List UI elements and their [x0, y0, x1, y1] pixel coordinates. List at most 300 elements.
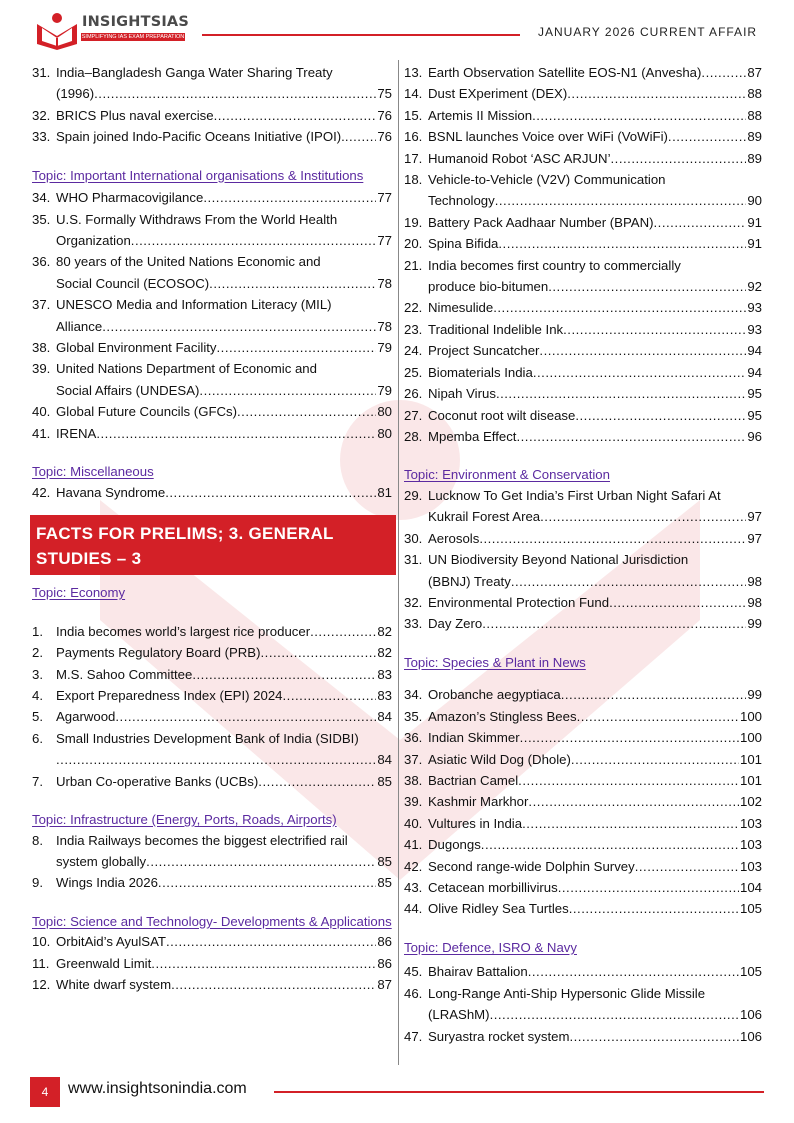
toc-entry-number: 13. — [404, 65, 423, 80]
toc-entry-title: Spain joined Indo-Pacific Oceans Initiative (IPOI). — [56, 129, 345, 145]
toc-entry-title: BRICS Plus naval exercise — [56, 107, 214, 123]
toc-entry-page: 76 — [377, 129, 392, 145]
toc-entry[interactable] — [404, 684, 762, 705]
topic-heading[interactable]: Topic: Important International organisations & Institutions — [32, 167, 364, 183]
toc-entry[interactable] — [404, 549, 762, 592]
toc-entry-number: 5. — [32, 709, 43, 725]
toc-entry-title: Humanoid Robot ‘ASC ARJUN’ — [428, 150, 611, 166]
toc-entry-title: Dust EXperiment (DEX) — [428, 86, 568, 102]
toc-entry-page: 77 — [377, 233, 392, 249]
toc-entry-number: 7. — [32, 773, 43, 789]
toc-entry[interactable] — [404, 727, 762, 748]
toc-entry-page: 103 — [739, 815, 762, 831]
toc-entry-title: Global Future Councils (GFCs) — [56, 404, 238, 420]
toc-entry[interactable] — [404, 856, 762, 877]
toc-entry[interactable] — [32, 830, 392, 873]
toc-entry-page: 99 — [747, 616, 762, 632]
toc-entry-number: 20. — [404, 236, 423, 252]
dot-leader — [668, 126, 746, 147]
toc-entry-title: Indian Skimmer — [428, 730, 520, 746]
toc-entry-title: produce bio-bitumen — [428, 279, 549, 295]
logo-tagline: SIMPLIFYING IAS EXAM PREPARATION — [81, 34, 185, 40]
toc-entry-title: India becomes world’s largest rice producer — [56, 623, 311, 639]
toc-entry-number: 21. — [404, 257, 423, 273]
toc-entry-title: Agarwood — [56, 709, 116, 725]
dot-leader — [261, 642, 377, 663]
toc-entry-number: 23. — [404, 321, 423, 337]
dot-leader — [203, 187, 376, 208]
dot-leader — [165, 482, 376, 503]
toc-entry-number: 14. — [404, 86, 423, 102]
toc-entry[interactable] — [32, 642, 392, 663]
toc-entry[interactable] — [32, 931, 392, 952]
toc-entry-page: 87 — [747, 65, 762, 80]
toc-entry-title: Dugongs — [428, 837, 481, 853]
toc-entry[interactable] — [404, 105, 762, 126]
toc-entry-page: 84 — [377, 752, 392, 768]
toc-entry-title: Spina Bifida — [428, 236, 499, 252]
toc-entry-number: 26. — [404, 386, 423, 402]
toc-entry-page: 105 — [739, 964, 762, 980]
toc-entry-title: UN Biodiversity Beyond National Jurisdiction — [428, 552, 689, 568]
toc-entry[interactable] — [404, 528, 762, 549]
dot-leader — [482, 613, 746, 634]
toc-entry-page: 92 — [747, 279, 762, 295]
toc-entry[interactable] — [404, 297, 762, 318]
toc-entry-number: 38. — [32, 340, 51, 356]
toc-entry[interactable] — [404, 983, 762, 1026]
toc-entry-number: 45. — [404, 964, 423, 980]
column-divider — [398, 60, 399, 1065]
toc-entry-title: Social Council (ECOSOC) — [56, 275, 210, 291]
toc-entry-number: 44. — [404, 901, 423, 917]
dot-leader — [96, 423, 376, 444]
toc-entry-page: 87 — [377, 977, 392, 993]
toc-entry-page: 78 — [377, 318, 392, 334]
logo-text: INSIGHTSIAS — [82, 14, 189, 30]
toc-entry-page: 100 — [739, 708, 762, 724]
toc-entry[interactable] — [32, 423, 392, 444]
toc-entry-page: 94 — [747, 364, 762, 380]
toc-entry-title: Environmental Protection Fund — [428, 594, 610, 610]
toc-entry-title: U.S. Formally Withdraws From the World Health — [56, 211, 338, 227]
dot-leader — [533, 362, 747, 383]
toc-entry-number: 40. — [404, 815, 423, 831]
toc-entry-page: 86 — [377, 955, 392, 971]
toc-entry-title: Day Zero — [428, 616, 483, 632]
dot-leader — [539, 340, 746, 361]
toc-entry-title: BSNL launches Voice over WiFi (VoWiFi) — [428, 129, 668, 145]
dot-leader — [496, 383, 746, 404]
toc-entry-number: 11. — [32, 955, 50, 971]
toc-entry-page: 77 — [377, 190, 392, 206]
toc-entry-page: 103 — [739, 837, 762, 853]
dot-leader — [540, 506, 746, 527]
toc-entry-title: Bhairav Battalion — [428, 964, 528, 980]
toc-entry-title: Vehicle-to-Vehicle (V2V) Communication — [428, 172, 666, 188]
dot-leader — [567, 83, 746, 104]
dot-leader — [528, 791, 739, 812]
toc-entry-page: 79 — [377, 382, 392, 398]
dot-leader — [479, 528, 746, 549]
toc-entry[interactable] — [404, 148, 762, 169]
toc-entry-title: Lucknow To Get India’s First Urban Night Safari At — [428, 487, 721, 503]
toc-entry-title: Technology — [428, 193, 495, 209]
toc-entry-title: India becomes first country to commercially — [428, 257, 681, 273]
toc-entry-number: 25. — [404, 364, 423, 380]
toc-entry-title: Battery Pack Aadhaar Number (BPAN) — [428, 214, 654, 230]
footer-url-link[interactable]: www.insightsonindia.com — [68, 1080, 247, 1097]
toc-entry[interactable] — [32, 872, 392, 893]
toc-entry-page: 88 — [747, 86, 762, 102]
toc-entry[interactable] — [32, 974, 392, 995]
toc-entry[interactable] — [404, 613, 762, 634]
dot-leader — [577, 706, 739, 727]
toc-entry-title: Global Environment Facility — [56, 340, 217, 356]
toc-entry-page: 95 — [747, 407, 762, 423]
toc-entry-page: 98 — [747, 573, 762, 589]
toc-entry-title: Urban Co-operative Banks (UCBs) — [56, 773, 259, 789]
toc-entry[interactable] — [404, 212, 762, 233]
toc-entry-page: 88 — [747, 107, 762, 123]
toc-entry-page: 93 — [747, 300, 762, 316]
toc-entry-page: 101 — [739, 751, 762, 767]
dot-leader — [520, 727, 739, 748]
toc-entry-title: Cetacean morbillivirus — [428, 880, 558, 895]
dot-leader — [571, 749, 739, 770]
toc-entry-title: Project Suncatcher — [428, 343, 540, 359]
toc-entry-number: 47. — [404, 1028, 423, 1044]
dot-leader — [609, 592, 746, 613]
toc-entry-title: Export Preparedness Index (EPI) 2024 — [56, 687, 283, 703]
toc-entry-title: Second range-wide Dolphin Survey — [428, 858, 635, 874]
dot-leader — [146, 851, 376, 872]
dot-leader — [171, 974, 376, 995]
dot-leader — [528, 961, 739, 982]
toc-entry-page: 75 — [377, 86, 392, 102]
toc-entry[interactable] — [32, 664, 392, 685]
header-rule — [202, 34, 520, 36]
toc-entry-number: 33. — [32, 129, 51, 145]
toc-entry-page: 97 — [747, 530, 762, 546]
dot-leader — [56, 749, 376, 770]
toc-entry-page: 89 — [747, 129, 762, 145]
toc-entry-number: 36. — [32, 254, 51, 270]
toc-entry-page: 76 — [377, 107, 392, 123]
toc-entry-page: 78 — [377, 275, 392, 291]
toc-entry-title: WHO Pharmacovigilance — [56, 190, 204, 206]
toc-entry-title: Wings India 2026 — [56, 875, 158, 891]
toc-entry[interactable] — [404, 126, 762, 147]
dot-leader — [283, 685, 377, 706]
toc-entry-number: 42. — [404, 858, 423, 874]
toc-right-column — [404, 62, 762, 1047]
dot-leader — [115, 706, 376, 727]
toc-entry-page: 80 — [377, 404, 392, 420]
toc-entry-page: 85 — [377, 773, 392, 789]
toc-entry-title: Mpemba Effect — [428, 428, 517, 444]
toc-entry-page: 85 — [377, 853, 392, 869]
page-header — [0, 0, 794, 52]
dot-leader — [310, 621, 376, 642]
toc-entry[interactable] — [404, 83, 762, 104]
toc-entry-number: 43. — [404, 880, 423, 895]
toc-entry-title: OrbitAid’s AyulSAT — [56, 934, 166, 950]
toc-entry-page: 80 — [377, 425, 392, 441]
toc-entry-title: Earth Observation Satellite EOS-N1 (Anvesha) — [428, 65, 702, 80]
toc-entry-number: 38. — [404, 772, 423, 788]
toc-entry-title: M.S. Sahoo Committee — [56, 666, 193, 682]
toc-entry-page: 103 — [739, 858, 762, 874]
toc-entry-number: 41. — [404, 837, 423, 853]
dot-leader — [498, 233, 746, 254]
toc-entry[interactable] — [404, 405, 762, 426]
toc-entry-number: 30. — [404, 530, 423, 546]
toc-entry[interactable] — [404, 255, 762, 298]
toc-entry-page: 94 — [747, 343, 762, 359]
toc-entry-number: 15. — [404, 107, 423, 123]
toc-entry-page: 96 — [747, 428, 762, 444]
topic-heading[interactable]: Topic: Miscellaneous — [32, 464, 154, 480]
dot-leader — [192, 664, 376, 685]
toc-entry-page: 81 — [377, 484, 392, 500]
toc-entry-page: 82 — [377, 623, 392, 639]
toc-entry-title: Kukrail Forest Area — [428, 509, 541, 525]
toc-entry[interactable] — [404, 233, 762, 254]
toc-entry[interactable] — [404, 749, 762, 770]
dot-leader — [102, 316, 376, 337]
toc-entry-number: 35. — [32, 211, 51, 227]
dot-leader — [490, 1004, 739, 1025]
toc-entry-number: 33. — [404, 616, 423, 632]
toc-entry-title: Coconut root wilt disease — [428, 407, 576, 423]
toc-entry-title: Orobanche aegyptiaca — [428, 687, 561, 703]
toc-entry-number: 4. — [32, 687, 43, 703]
dot-leader — [237, 401, 376, 422]
topic-heading[interactable]: Topic: Defence, ISRO & Navy — [404, 939, 577, 955]
toc-entry-title: Aerosols — [428, 530, 480, 546]
toc-entry-number: 24. — [404, 343, 423, 359]
toc-entry-page: 99 — [747, 687, 762, 703]
toc-entry[interactable] — [404, 426, 762, 447]
toc-entry-number: 31. — [32, 65, 51, 80]
toc-entry[interactable] — [32, 187, 392, 208]
toc-entry[interactable] — [32, 771, 392, 792]
toc-entry-number: 39. — [32, 361, 51, 377]
dot-leader — [569, 898, 739, 919]
toc-entry-title: India Railways becomes the biggest electrified rail — [56, 832, 348, 848]
dot-leader — [558, 877, 739, 898]
toc-entry[interactable] — [32, 685, 392, 706]
section-banner: FACTS FOR PRELIMS; 3. GENERAL STUDIES – 3 — [30, 515, 396, 575]
toc-entry-number: 27. — [404, 407, 423, 423]
toc-entry-page: 106 — [739, 1028, 762, 1044]
toc-entry[interactable] — [404, 791, 762, 812]
page-number: 4 — [30, 1077, 60, 1107]
toc-entry-page: 82 — [377, 645, 392, 661]
toc-entry[interactable] — [404, 592, 762, 613]
toc-entry-title: Biomaterials India — [428, 364, 533, 380]
dot-leader — [94, 83, 376, 104]
toc-entry-number: 22. — [404, 300, 423, 316]
dot-leader — [516, 426, 746, 447]
toc-entry-number: 9. — [32, 875, 43, 891]
toc-entry-page: 83 — [377, 666, 392, 682]
toc-entry-title: Small Industries Development Bank of India (SIDBI) — [56, 730, 359, 746]
dot-leader — [217, 337, 377, 358]
toc-entry-title: Havana Syndrome — [56, 484, 166, 500]
toc-entry-page: 90 — [747, 193, 762, 209]
toc-entry[interactable] — [404, 961, 762, 982]
toc-entry-page: 84 — [377, 709, 392, 725]
toc-entry-number: 32. — [404, 594, 423, 610]
topic-heading[interactable]: Topic: Infrastructure (Energy, Ports, Roads, Airports) — [32, 811, 337, 827]
toc-entry[interactable] — [32, 294, 392, 337]
dot-leader — [518, 770, 739, 791]
toc-entry-title: Traditional Indelible Ink — [428, 321, 564, 337]
topic-heading[interactable]: Topic: Economy — [32, 585, 126, 601]
toc-entry[interactable] — [32, 337, 392, 358]
topic-heading[interactable]: Topic: Species & Plant in News — [404, 654, 586, 670]
toc-entry-page: 100 — [739, 730, 762, 746]
toc-entry[interactable] — [32, 401, 392, 422]
toc-entry[interactable] — [404, 340, 762, 361]
topic-heading[interactable]: Topic: Environment & Conservation — [404, 467, 610, 483]
toc-entry-number: 16. — [404, 129, 423, 145]
toc-entry[interactable] — [404, 362, 762, 383]
dot-leader — [532, 105, 746, 126]
toc-entry[interactable] — [32, 126, 392, 147]
toc-entry-number: 28. — [404, 428, 423, 444]
toc-entry-number: 10. — [32, 934, 51, 950]
dot-leader — [548, 276, 746, 297]
toc-entry[interactable] — [404, 706, 762, 727]
toc-entry-page: 95 — [747, 386, 762, 402]
toc-entry[interactable] — [404, 383, 762, 404]
dot-leader — [654, 212, 747, 233]
toc-entry-number: 29. — [404, 487, 423, 503]
toc-entry-number: 17. — [404, 150, 423, 166]
toc-entry-title: Nipah Virus — [428, 386, 496, 402]
toc-entry[interactable] — [32, 62, 392, 105]
dot-leader — [495, 190, 747, 211]
toc-entry-number: 37. — [32, 297, 51, 313]
toc-entry[interactable] — [404, 62, 762, 83]
toc-entry-number: 41. — [32, 425, 51, 441]
toc-entry-number: 40. — [32, 404, 51, 420]
toc-entry[interactable] — [404, 834, 762, 855]
toc-entry-page: 101 — [739, 772, 762, 788]
toc-entry-number: 42. — [32, 484, 51, 500]
toc-entry-page: 102 — [739, 794, 762, 810]
toc-entry-title: Social Affairs (UNDESA) — [56, 382, 200, 398]
toc-entry-title: Suryastra rocket system — [428, 1028, 570, 1044]
toc-entry-number: 46. — [404, 985, 423, 1001]
toc-entry[interactable] — [32, 482, 392, 503]
toc-entry-page: 83 — [377, 687, 392, 703]
dot-leader — [611, 148, 747, 169]
toc-entry-number: 32. — [32, 107, 51, 123]
toc-entry-title: (BBNJ) Treaty — [428, 573, 511, 589]
toc-entry[interactable] — [32, 621, 392, 642]
toc-entry[interactable] — [404, 770, 762, 791]
toc-entry[interactable] — [32, 251, 392, 294]
toc-entry-title: Asiatic Wild Dog (Dhole) — [428, 751, 571, 767]
dot-leader — [258, 771, 376, 792]
toc-entry-page: 93 — [747, 321, 762, 337]
dot-leader — [199, 380, 376, 401]
toc-entry-title: Alliance — [56, 318, 103, 334]
toc-entry-number: 18. — [404, 172, 423, 188]
toc-entry-title: Payments Regulatory Board (PRB) — [56, 645, 261, 661]
toc-entry-number: 34. — [32, 190, 51, 206]
dot-leader — [511, 571, 747, 592]
dot-leader — [209, 273, 376, 294]
toc-entry-title: Vultures in India — [428, 815, 523, 831]
dot-leader — [345, 126, 377, 147]
toc-entry-page: 98 — [747, 594, 762, 610]
toc-entry-number: 37. — [404, 751, 423, 767]
dot-leader — [166, 931, 376, 952]
toc-entry-page: 104 — [739, 880, 762, 895]
toc-entry-page: 106 — [739, 1007, 762, 1023]
toc-entry[interactable] — [32, 728, 392, 771]
toc-entry-number: 2. — [32, 645, 43, 661]
dot-leader — [701, 62, 746, 83]
toc-entry[interactable] — [404, 898, 762, 919]
toc-entry-page: 105 — [739, 901, 762, 917]
dot-leader — [575, 405, 746, 426]
dot-leader — [151, 953, 376, 974]
toc-entry-page: 86 — [377, 934, 392, 950]
toc-entry-page: 97 — [747, 509, 762, 525]
toc-entry-title: IRENA — [56, 425, 97, 441]
dot-leader — [522, 813, 739, 834]
toc-entry-title: White dwarf system — [56, 977, 172, 993]
toc-entry[interactable] — [32, 706, 392, 727]
dot-leader — [561, 684, 747, 705]
toc-entry-number: 8. — [32, 832, 43, 848]
toc-entry-number: 12. — [32, 977, 51, 993]
footer-rule — [274, 1091, 764, 1093]
toc-entry[interactable] — [32, 358, 392, 401]
toc-entry[interactable] — [32, 105, 392, 126]
toc-entry[interactable] — [404, 877, 762, 898]
toc-entry-number: 39. — [404, 794, 423, 810]
dot-leader — [158, 872, 376, 893]
toc-entry-number: 31. — [404, 552, 423, 568]
toc-entry-page: 91 — [747, 236, 762, 252]
topic-heading[interactable]: Topic: Science and Technology- Developments & Applications — [32, 913, 392, 929]
toc-entry-title: (1996) — [56, 86, 95, 102]
insightsias-logo — [34, 10, 194, 52]
toc-entry[interactable] — [404, 1026, 762, 1047]
toc-entry[interactable] — [404, 169, 762, 212]
dot-leader — [131, 230, 377, 251]
toc-entry-title: Organization — [56, 233, 131, 249]
header-title: JANUARY 2026 CURRENT AFFAIR — [538, 25, 758, 39]
toc-entry-title: system globally — [56, 853, 147, 869]
toc-entry-page: 85 — [377, 875, 392, 891]
toc-entry[interactable] — [32, 953, 392, 974]
toc-entry-title: 80 years of the United Nations Economic and — [56, 254, 321, 270]
toc-entry[interactable] — [404, 485, 762, 528]
toc-entry-title: Greenwald Limit — [56, 955, 152, 971]
toc-entry[interactable] — [404, 813, 762, 834]
toc-entry[interactable] — [32, 209, 392, 252]
toc-entry[interactable] — [404, 319, 762, 340]
toc-entry-number: 3. — [32, 666, 43, 682]
